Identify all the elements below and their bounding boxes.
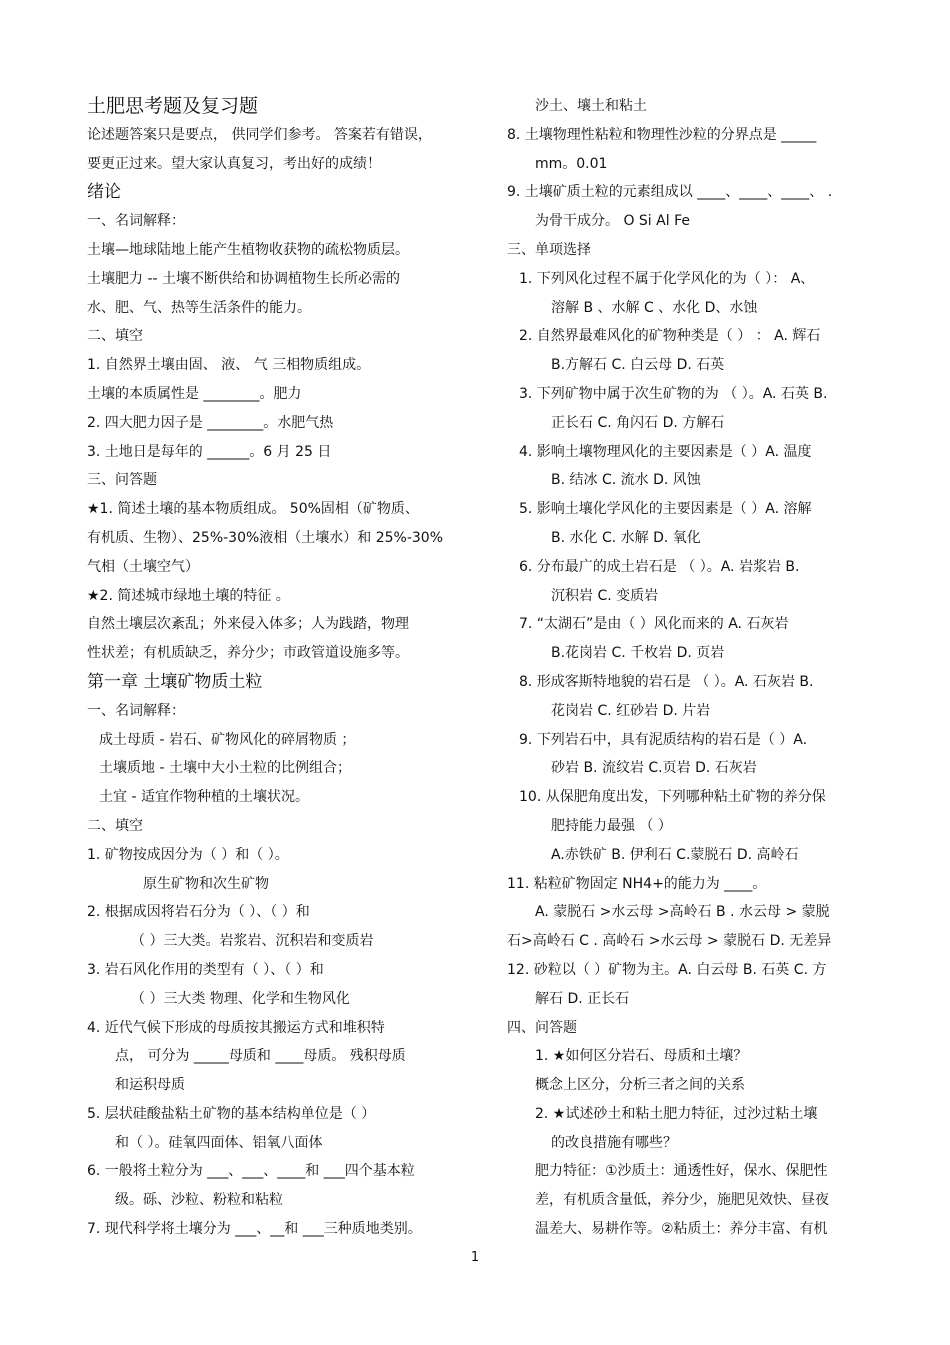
- text-line: 6. 分布最广的成土岩石是 （ ）。A. 岩浆岩 B.: [519, 558, 800, 575]
- text-line: 6. 一般将土粒分为 ___、___、____和 ___四个基本粒: [87, 1163, 415, 1180]
- text-line: 8. 形成客斯特地貌的岩石是 （ ）。A. 石灰岩 B.: [519, 673, 814, 690]
- text-line: A.赤铁矿 B. 伊利石 C.蒙脱石 D. 高岭石: [551, 846, 799, 863]
- text-line: 土壤质地 - 土壤中大小土粒的比例组合；: [99, 760, 351, 777]
- text-line: 性状差；有机质缺乏，养分少；市政管道设施多等。: [87, 645, 409, 662]
- text-line: ★2. 简述城市绿地土壤的特征 。: [87, 587, 290, 604]
- text-line: 5. 层状硅酸盐粘土矿物的基本结构单位是（ ）: [87, 1105, 376, 1122]
- text-line: 肥力特征：①沙质土：通透性好，保水、保肥性: [535, 1163, 828, 1180]
- text-line: B.方解石 C. 白云母 D. 石英: [551, 357, 725, 374]
- text-line: （ ）三大类。岩浆岩、沉积岩和变质岩: [131, 933, 374, 950]
- text-line: 9. 土壤矿质土粒的元素组成以 ____、____、____、 .: [507, 184, 833, 201]
- text-line: 石>高岭石 C . 高岭石 >水云母 > 蒙脱石 D. 无差异: [507, 933, 832, 950]
- text-line: 土壤—地球陆地上能产生植物收获物的疏松物质层。: [87, 241, 409, 258]
- text-line: 7. 现代科学将土壤分为 ___、__和 ___三种质地类别。: [87, 1221, 422, 1238]
- text-line: 一、名词解释：: [87, 702, 185, 719]
- text-line: 二、填空: [87, 817, 143, 834]
- text-line: 砂岩 B. 流纹岩 C.页岩 D. 石灰岩: [551, 760, 757, 777]
- text-line: 土壤肥力 -- 土壤不断供给和协调植物生长所必需的: [87, 270, 401, 287]
- text-line: 3. 下列矿物中属于次生矿物的为 （ ）。A. 石英 B.: [519, 385, 828, 402]
- left-column: [87, 92, 487, 1244]
- text-line: 正长石 C. 角闪石 D. 方解石: [551, 414, 725, 431]
- text-line: 肥持能力最强 （ ）: [551, 817, 672, 834]
- text-line: 论述题答案只是要点， 供同学们参考。 答案若有错误，: [87, 126, 432, 143]
- text-line: 12. 砂粒以（ ）矿物为主。A. 白云母 B. 石英 C. 方: [507, 961, 827, 978]
- text-line: 四、问答题: [507, 1019, 577, 1036]
- text-line: 差，有机质含量低，养分少，施肥见效快、昼夜: [535, 1192, 829, 1209]
- text-line: 三、单项选择: [507, 241, 591, 258]
- text-line: 三、问答题: [87, 472, 157, 489]
- text-line: 概念上区分，分析三者之间的关系: [535, 1077, 745, 1094]
- right-column: [507, 92, 892, 1244]
- text-line: 和运积母质: [115, 1077, 185, 1094]
- text-line: 沙土、壤土和粘土: [535, 98, 647, 114]
- text-line: 2. 自然界最难风化的矿物种类是（ ） ： A. 辉石: [519, 328, 821, 345]
- text-line: 1. 下列风化过程不属于化学风化的为（ ）： A、: [519, 270, 815, 287]
- text-line: 级。砾、沙粒、粉粒和粘粒: [115, 1192, 283, 1209]
- text-line: 2. 根据成因将岩石分为（ ）、（ ）和: [87, 904, 310, 921]
- heading: 土肥思考题及复习题: [87, 95, 259, 117]
- text-line: mm。0.01: [535, 155, 608, 172]
- text-line: 1. 自然界土壤由固、 液、 气 三相物质组成。: [87, 357, 371, 374]
- text-line: 二、填空: [87, 328, 143, 345]
- text-line: 一、名词解释：: [87, 213, 185, 230]
- text-line: 要更正过来。望大家认真复习，考出好的成绩！: [87, 155, 381, 172]
- text-line: 为骨干成分。 O Si Al Fe: [535, 213, 690, 230]
- text-line: 7. “太湖石”是由（ ）风化而来的 A. 石灰岩: [519, 616, 789, 633]
- text-line: 2. 四大肥力因子是 ________。水肥气热: [87, 414, 334, 431]
- text-line: 11. 粘粒矿物固定 NH4+的能力为 ____。: [507, 875, 767, 892]
- text-line: 解石 D. 正长石: [535, 990, 630, 1007]
- text-line: A. 蒙脱石 >水云母 >高岭石 B . 水云母 > 蒙脱: [535, 904, 830, 921]
- text-line: 花岗岩 C. 红砂岩 D. 片岩: [551, 702, 711, 719]
- text-line: 原生矿物和次生矿物: [143, 875, 269, 892]
- text-line: 5. 影响土壤化学风化的主要因素是（ ）A. 溶解: [519, 501, 812, 518]
- text-line: 沉积岩 C. 变质岩: [551, 587, 659, 604]
- text-line: 4. 影响土壤物理风化的主要因素是（ ）A. 温度: [519, 443, 812, 460]
- text-line: 溶解 B 、水解 C 、水化 D、水蚀: [551, 299, 758, 316]
- text-line: B.花岗岩 C. 千枚岩 D. 页岩: [551, 645, 725, 662]
- text-line: 温差大、易耕作等。②粘质土：养分丰富、有机: [535, 1221, 828, 1238]
- text-line: 自然土壤层次紊乱；外来侵入体多；人为践踏，物理: [87, 616, 409, 633]
- text-line: 点， 可分为 _____母质和 ____母质。 残积母质: [115, 1048, 406, 1065]
- text-line: 3. 土地日是每年的 ______。6 月 25 日: [87, 443, 332, 460]
- heading: 第一章 土壤矿物质土粒: [87, 671, 263, 692]
- text-line: 水、肥、气、热等生活条件的能力。: [87, 299, 311, 316]
- text-line: B. 结冰 C. 流水 D. 风蚀: [551, 472, 701, 489]
- text-line: 气相（土壤空气）: [87, 558, 199, 575]
- text-line: 1. ★如何区分岩石、母质和土壤？: [535, 1048, 748, 1065]
- text-line: 成土母质 - 岩石、矿物风化的碎屑物质 ；: [99, 731, 356, 748]
- page-number: 1: [470, 1250, 480, 1265]
- text-line: ★1. 简述土壤的基本物质组成。 50%固相（矿物质、: [87, 501, 419, 518]
- text-line: 的改良措施有哪些？: [551, 1134, 677, 1151]
- text-line: 9. 下列岩石中，具有泥质结构的岩石是（ ）A.: [519, 731, 808, 748]
- text-line: B. 水化 C. 水解 D. 氧化: [551, 529, 701, 546]
- text-line: 和（ ）。硅氧四面体、铝氧八面体: [115, 1134, 323, 1151]
- text-line: 1. 矿物按成因分为（ ）和（ ）。: [87, 846, 289, 863]
- heading: 绪论: [87, 182, 121, 203]
- text-line: 3. 岩石风化作用的类型有（ ）、（ ）和: [87, 961, 324, 978]
- text-line: 有机质、生物）、25%-30%液相（土壤水）和 25%-30%: [87, 529, 444, 546]
- text-line: 10. 从保肥角度出发，下列哪种粘土矿物的养分保: [519, 789, 826, 806]
- text-line: 土壤的本质属性是 ________。肥力: [87, 385, 302, 402]
- text-line: 8. 土壤物理性粘粒和物理性沙粒的分界点是 _____: [507, 126, 817, 143]
- text-line: 2. ★试述砂土和粘土肥力特征，过沙过粘土壤: [535, 1105, 818, 1122]
- text-line: （ ）三大类 物理、化学和生物风化: [131, 990, 350, 1007]
- text-line: 4. 近代气候下形成的母质按其搬运方式和堆积特: [87, 1019, 385, 1036]
- text-line: 土宜 - 适宜作物种植的土壤状况。: [99, 789, 309, 806]
